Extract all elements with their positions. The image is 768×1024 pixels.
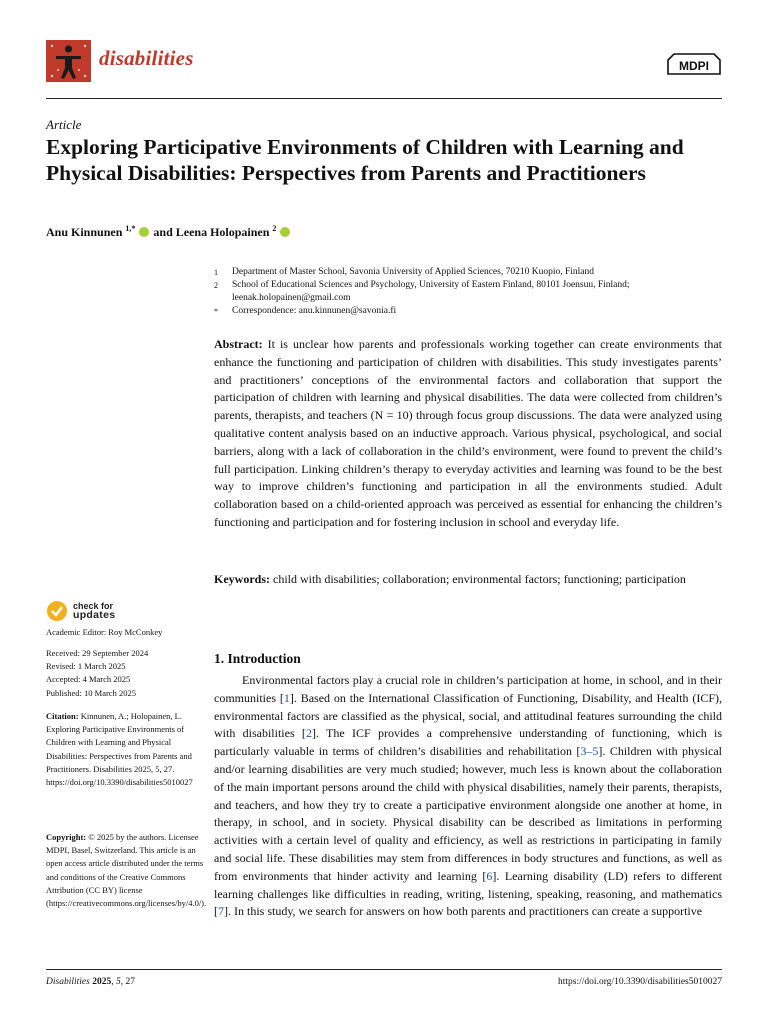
copyright-block (46, 831, 206, 910)
check-updates-line1: check for (73, 600, 114, 611)
citation-label: Citation: (46, 711, 79, 721)
section-heading: 1. Introduction (214, 651, 301, 666)
publication-dates (46, 647, 206, 700)
affiliation-mark: 2 (214, 281, 218, 290)
date-received: Received: 29 September 2024 (46, 648, 149, 658)
journal-logo (46, 40, 91, 82)
author-name[interactable]: Anu Kinnunen (46, 225, 123, 239)
check-updates-line2: updates (73, 609, 116, 621)
affiliation-mark: 1 (214, 268, 218, 277)
abstract-text: It is unclear how parents and professionals working together can create environments that enhance the functioning and participation of children with disabilities. This study investigates parents’ and practitioners’ conceptions of the environmental factors and collaboration that support the participation of children with learning and physical disabilities. The data were collected from children’s parents, therapists, and teachers (N = 10) through focus group discussions. The data were analyzed using qualitative content analysis based on an inductive approach. Various physical, psychological, and social barriers, along with a lack of collaboration in the child’s environment, were found to prevent the child’s full participation. Linking children’s therapy to everyday activities and learning was found to be the best way to improve children’s functioning and participation in all the environments studied. Adult collaboration based on a child-oriented approach was perceived as essential for enhancing the children’s functioning and participation and for fostering inclusion in school and everyday life. (214, 337, 723, 529)
author-affiliation-mark: 1,* (125, 224, 136, 233)
footer-page: 27 (125, 977, 135, 987)
intro-text: ]. Based on the International Classification of Functioning, Disability, and Health (ICF), environmental factors are classified as the physical, social, and attitudinal features surrounding the child with disabilities [ (214, 690, 722, 741)
reference-link[interactable]: 3–5 (580, 744, 599, 759)
reference-link[interactable]: 6 (486, 868, 493, 883)
check-updates-icon (46, 600, 68, 622)
intro-paragraph (214, 672, 722, 921)
correspondence-text[interactable]: Correspondence: anu.kinnunen@savonia.fi (232, 306, 397, 316)
accessibility-figure-icon (46, 40, 91, 82)
check-for-updates-badge[interactable] (46, 600, 115, 622)
intro-text: ]. The ICF provides a comprehensive understanding of functioning, which is particularly valuable in terms of children’s disabilities and rehabilitation [ (214, 726, 722, 759)
citation-block (46, 710, 206, 789)
academic-editor: Academic Editor: Roy McConkey (46, 627, 163, 637)
author-affiliation-mark: 2 (272, 224, 277, 233)
copyright-label: Copyright: (46, 832, 87, 842)
orcid-icon[interactable] (139, 227, 149, 237)
affiliation-text: School of Educational Sciences and Psychology, University of Eastern Finland, 80101 Joensuu, Finland; leenak.holopainen@gmail.com (232, 280, 630, 303)
article-type: Article (46, 117, 82, 132)
date-published: Published: 10 March 2025 (46, 687, 136, 698)
author-name[interactable]: and Leena Holopainen (153, 225, 270, 239)
date-revised: Revised: 1 March 2025 (46, 661, 126, 672)
date-accepted: Accepted: 4 March 2025 (46, 674, 131, 685)
footer-doi[interactable]: https://doi.org/10.3390/disabilities5010027 (558, 977, 722, 987)
affiliation-item (214, 266, 722, 279)
publisher-logo (666, 50, 722, 78)
publisher-name: MDPI (679, 59, 709, 73)
journal-name: disabilities (99, 46, 194, 70)
copyright-text: © 2025 by the authors. Licensee MDPI, Basel, Switzerland. This article is an open access article distributed under the terms and conditions of the Creative Commons Attribution (CC BY) license (https://creativecommons.org/licenses/by/4.0/). (46, 832, 207, 909)
affiliation-item (214, 305, 722, 318)
keywords-text: child with disabilities; collaboration; environmental factors; functioning; participation (273, 572, 686, 586)
abstract-label: Abstract: (214, 337, 263, 351)
intro-text: ]. Children with physical and/or learning disabilities are very much studied; however, much less is known about the collaboration of the main important persons around the child with physical disabilities, namely their parents, therapists, and teachers, and how they try to create a participative environment alongside one another at home, in therapy, in school, and in society. Physical disability can be described as limitations in performing activities with a certain level of quality and efficiency, as well as restrictions in participating in family and social life. These disabilities may stem from differences in body structures and functions, as well as from environments that hinder activity and learning [ (214, 744, 722, 883)
abstract (214, 336, 722, 532)
reference-link[interactable]: 1 (283, 690, 290, 705)
keywords (214, 571, 722, 589)
citation-text[interactable]: Kinnunen, A.; Holopainen, L. Exploring Participative Environments of Children with Learning and Physical Disabilities: Perspectives from Parents and Practitioners. Disabilities 2025, 5, 27. https://doi.org/10.3390/disabilities5010027 (46, 711, 193, 788)
article-title: Exploring Participative Environments of Children with Learning and Physical Disabilities: Perspectives from Parents and Practitioners (46, 135, 684, 185)
footer-volume: 5 (115, 977, 121, 987)
header-divider (46, 98, 722, 99)
footer-year: 2025 (92, 977, 112, 987)
affiliations (214, 266, 722, 318)
affiliation-item (214, 279, 722, 305)
orcid-icon[interactable] (280, 227, 290, 237)
reference-link[interactable]: 7 (218, 904, 224, 919)
affiliation-mark: * (214, 307, 218, 316)
check-updates-label (73, 602, 115, 621)
intro-text: ]. Learning disability (LD) refers to different learning challenges like difficulties in reading, writing, listening, speaking, reasoning, and mathematics [ (214, 868, 722, 919)
footer-divider (46, 969, 722, 970)
reference-link[interactable]: 2 (305, 726, 312, 741)
footer-citation: Disabilities 2025, 5, 27 (46, 977, 135, 987)
affiliation-text: Department of Master School, Savonia University of Applied Sciences, 70210 Kuopio, Finland (232, 267, 594, 277)
footer-journal: Disabilities (46, 977, 90, 987)
author-list (46, 224, 291, 240)
intro-text: ]. In this study, we search for answers on how both parents and practitioners can create a supportive (224, 904, 703, 919)
intro-text: Environmental factors play a crucial role in children’s participation at home, in school, and in their communities [ (214, 673, 722, 705)
keywords-label: Keywords: (214, 572, 270, 586)
